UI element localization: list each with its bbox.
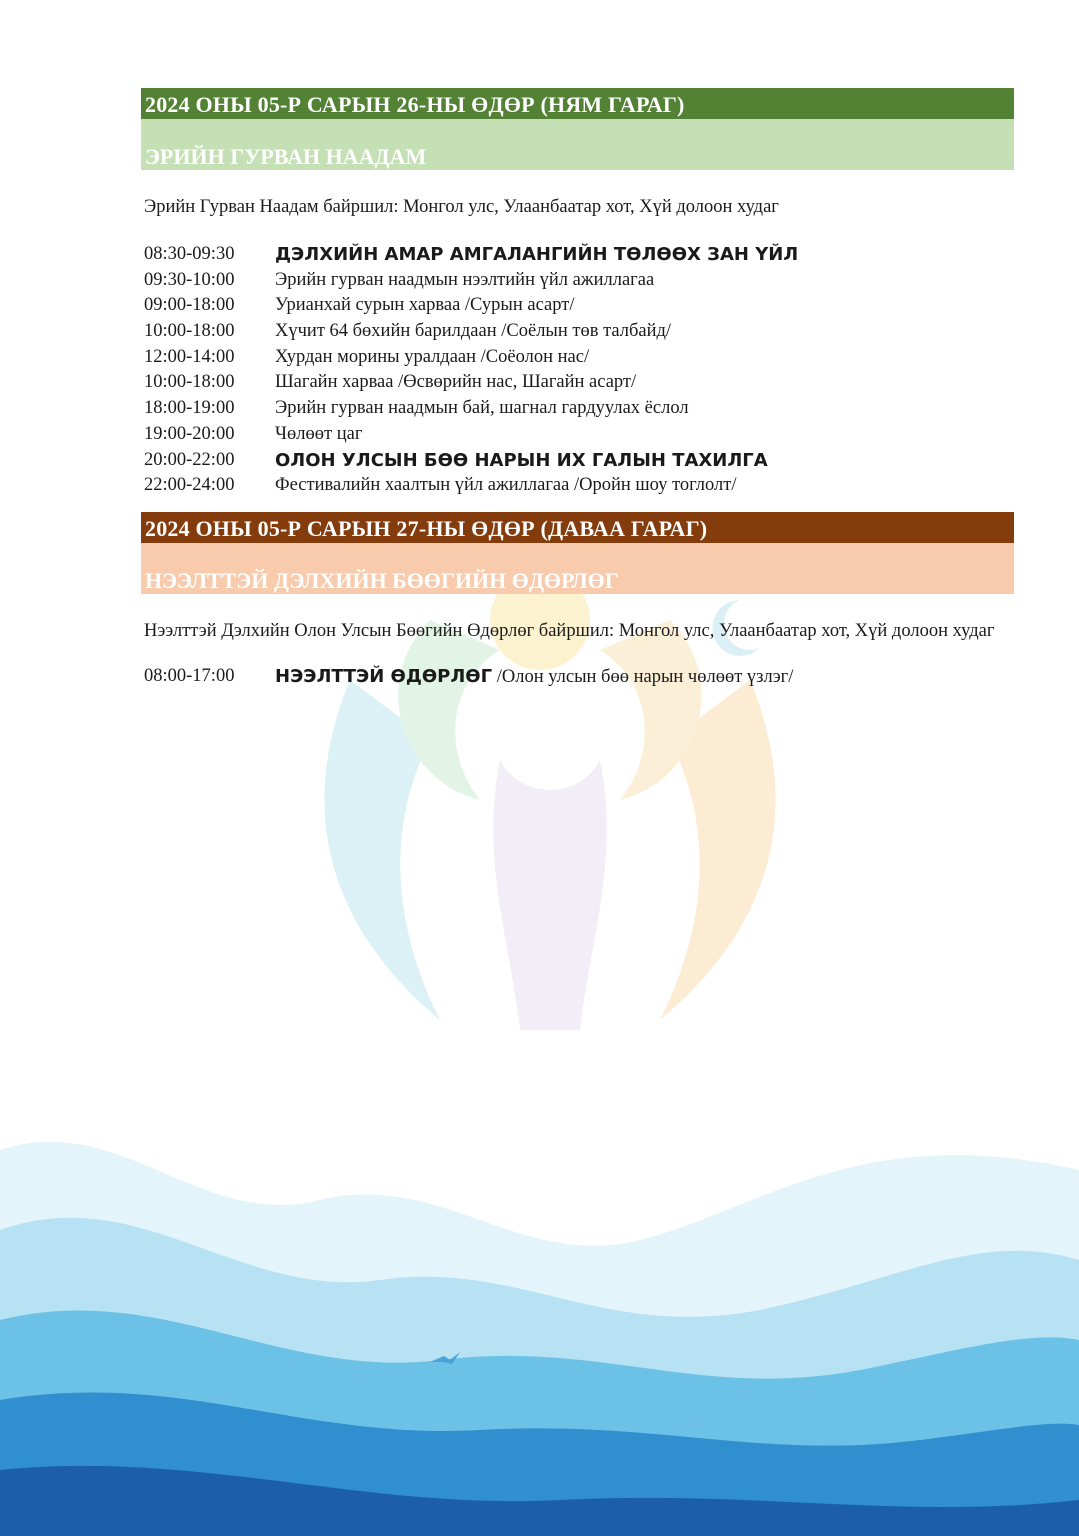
day1-date-bar: 2024 ОНЫ 05-Р САРЫН 26-НЫ ӨДӨР (НЯМ ГАРАГ) <box>141 88 1014 119</box>
schedule-row <box>144 268 1014 294</box>
schedule-activity: ДЭЛХИЙН АМАР АМГАЛАНГИЙН ТӨЛӨӨХ ЗАН ҮЙЛ <box>275 244 799 265</box>
day2-date-bar: 2024 ОНЫ 05-Р САРЫН 27-НЫ ӨДӨР (ДАВАА ГАРАГ) <box>141 512 1014 543</box>
schedule-row <box>144 370 1014 396</box>
wave-decoration <box>0 1110 1079 1536</box>
schedule-activity-rest: /Олон улсын бөө нарын чөлөөт үзлэг/ <box>492 666 794 687</box>
day2-schedule <box>144 664 1014 690</box>
schedule-activity: Фестивалийн хаалтын үйл ажиллагаа /Оройн шоу тоглолт/ <box>275 475 737 496</box>
center-tree <box>493 760 606 1030</box>
schedule-activity: Чөлөөт цаг <box>275 423 363 444</box>
schedule-time: 10:00-18:00 <box>144 321 235 342</box>
schedule-row <box>144 319 1014 345</box>
day1-schedule <box>144 242 1014 499</box>
schedule-row <box>144 422 1014 448</box>
schedule-time: 20:00-22:00 <box>144 449 235 470</box>
day1-location: Эрийн Гурван Наадам байршил: Монгол улс, Улаанбаатар хот, Хүй долоон худаг <box>144 197 779 217</box>
schedule-row <box>144 473 1014 499</box>
schedule-activity-bold: НЭЭЛТТЭЙ ӨДӨРЛӨГ <box>275 665 493 687</box>
schedule-time: 18:00-19:00 <box>144 398 235 419</box>
schedule-time: 12:00-14:00 <box>144 346 235 367</box>
day2-event-title: НЭЭЛТТЭЙ ДЭЛХИЙН БӨӨГИЙН ӨДӨРЛӨГ <box>141 543 1014 594</box>
schedule-activity: Хүчит 64 бөхийн барилдаан /Соёлын төв талбайд/ <box>275 321 672 342</box>
schedule-time: 09:00-18:00 <box>144 295 235 316</box>
main-content <box>141 88 1014 690</box>
schedule-activity: Эрийн гурван наадмын бай, шагнал гардуулах ёслол <box>275 398 689 419</box>
schedule-time: 08:30-09:30 <box>144 244 235 264</box>
schedule-row <box>144 396 1014 422</box>
day2-section <box>141 512 1014 690</box>
schedule-activity: Шагайн харваа /Өсвөрийн нас, Шагайн асарт/ <box>275 372 637 393</box>
schedule-activity <box>275 664 1014 690</box>
schedule-row <box>144 664 1014 690</box>
schedule-time: 10:00-18:00 <box>144 372 235 393</box>
schedule-activity: Хурдан морины уралдаан /Соёолон нас/ <box>275 346 590 367</box>
schedule-time: 09:30-10:00 <box>144 269 235 290</box>
schedule-row <box>144 242 1014 268</box>
schedule-activity: Эрийн гурван наадмын нээлтийн үйл ажиллагаа <box>275 269 655 290</box>
schedule-row <box>144 293 1014 319</box>
schedule-time: 19:00-20:00 <box>144 423 235 444</box>
schedule-activity: Урианхай сурын харваа /Сурын асарт/ <box>275 295 575 316</box>
day2-location: Нээлттэй Дэлхийн Олон Улсын Бөөгийн Өдөрлөг байршил: Монгол улс, Улаанбаатар хот, Хүй долоон худаг <box>144 620 995 641</box>
schedule-activity: ОЛОН УЛСЫН БӨӨ НАРЫН ИХ ГАЛЫН ТАХИЛГА <box>275 449 768 471</box>
schedule-time: 08:00-17:00 <box>144 665 235 686</box>
schedule-row <box>144 345 1014 371</box>
day1-event-title: ЭРИЙН ГУРВАН НААДАМ <box>141 119 1014 170</box>
schedule-row <box>144 448 1014 474</box>
schedule-time: 22:00-24:00 <box>144 475 235 496</box>
